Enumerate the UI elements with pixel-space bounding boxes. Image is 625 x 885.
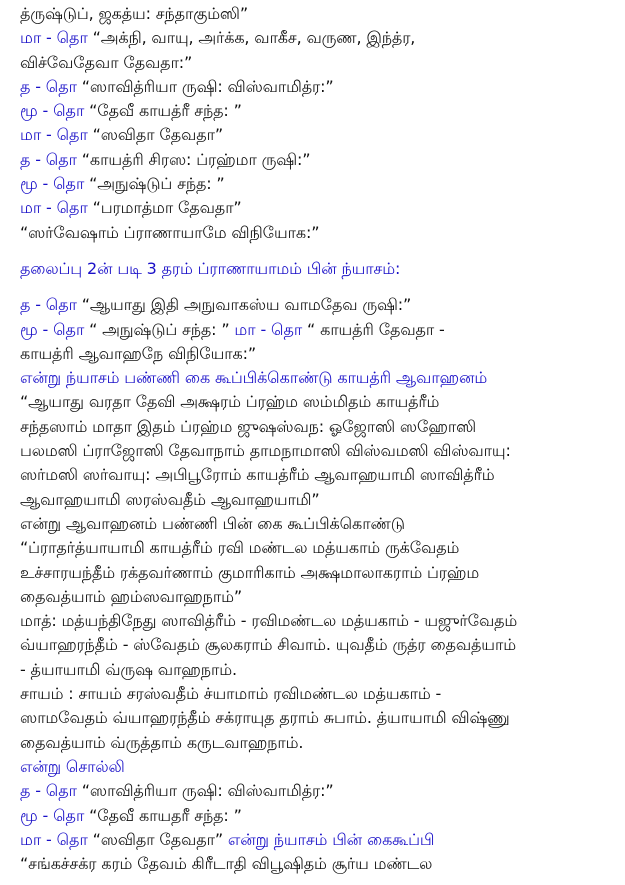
instruction-text: த - தொ	[20, 149, 82, 169]
mantra-text: “அக்நி, வாயு, அர்க்க, வாகீச, வருண, இந்த்ர,	[92, 28, 416, 48]
mantra-text: “ அநுஷ்டுப் சந்த: ”	[89, 319, 235, 339]
mantra-text: “ஆயாது வரதா தேவி அக்ஷரம் ப்ரஹ்ம ஸம்மிதம் காயத்ரீம்	[20, 392, 440, 412]
text-line	[20, 561, 611, 585]
text-line	[20, 852, 611, 876]
text-line	[20, 439, 611, 463]
mantra-text: “ஸவிதா தேவதா”	[92, 125, 223, 145]
text-line	[20, 488, 611, 512]
text-line	[20, 755, 611, 779]
instruction-text: மா - தொ	[20, 198, 93, 218]
paragraph-gap	[20, 245, 611, 257]
mantra-text: த்ருஷ்டுப், ஜகத்ய: சந்தாகும்ஸி”	[20, 4, 248, 23]
text-line	[20, 658, 611, 682]
mantra-text: “காயத்ரி சிரஸ: ப்ரஹ்மா ருஷி:”	[81, 149, 311, 169]
instruction-text: த - தொ	[20, 295, 82, 315]
mantra-text: தைவத்யாம் ஹம்ஸவாஹநாம்”	[20, 586, 242, 606]
paragraph-gap	[20, 281, 611, 293]
mantra-text: சாயம் : சாயம் சரஸ்வதீம் ச்யாமாம் ரவிமண்டல மத்யகாம் -	[20, 684, 442, 704]
mantra-text: பலமஸி ப்ராஜோஸி தேவாநாம் தாமநாமாஸி விஸ்வமஸி விஸ்வாயு:	[20, 441, 511, 461]
text-line	[20, 172, 611, 196]
instruction-text: மூ - தொ	[20, 174, 90, 194]
mantra-text: “தேவீ காயதரீ சந்த: ”	[89, 805, 242, 825]
instruction-text: மா - தொ	[234, 319, 308, 339]
text-line	[20, 26, 611, 50]
text-line	[20, 366, 611, 390]
mantra-text: “ஸாவித்ரியா ருஷி: விஸ்வாமித்ர:”	[81, 76, 334, 96]
mantra-text: ஆவாஹயாமி ஸரஸ்வதீம் ஆவாஹயாமி”	[20, 489, 320, 509]
mantra-text: ஸாமவேதம் வ்யாஹரந்தீம் சக்ராயுத தராம் சுபாம். த்யாயாமி விஷ்ணு	[20, 708, 510, 728]
instruction-text: த - தொ	[20, 781, 82, 801]
mantra-text: “ஸவிதா தேவதா”	[92, 829, 228, 849]
mantra-text: “தேவீ காயத்ரீ சந்த: ”	[89, 101, 242, 121]
text-line	[20, 342, 611, 366]
mantra-text: “ காயத்ரி தேவதா -	[307, 319, 445, 339]
text-line	[20, 609, 611, 633]
text-line	[20, 75, 611, 99]
text-line	[20, 706, 611, 730]
text-line	[20, 682, 611, 706]
text-line	[20, 585, 611, 609]
mantra-text: காயத்ரி ஆவாஹநே விநியோக:”	[20, 343, 256, 363]
mantra-text: “அநுஷ்டுப் சந்த: ”	[89, 174, 225, 194]
text-line	[20, 779, 611, 803]
instruction-text: மா - தொ	[20, 28, 93, 48]
text-line	[20, 536, 611, 560]
instruction-text: மூ - தொ	[20, 101, 90, 121]
mantra-text: “ஆயாது இதி அநுவாகஸ்ய வாமதேவ ருஷி:”	[81, 295, 412, 315]
mantra-text: “சங்கச்சக்ர கரம் தேவம் கிரீடாதி விபூஷிதம் சூர்ய மண்டல	[20, 854, 433, 874]
mantra-text: மாத்: மத்யந்திநேது ஸாவித்ரீம் - ரவிமண்டல மத்யகாம் - யஜுர்வேதம்	[20, 611, 518, 631]
text-line	[20, 99, 611, 123]
mantra-text: ஸர்மஸி ஸர்வாயு: அபிபூரோம் காயத்ரீம் ஆவாஹயாமி ஸாவித்ரீம்	[20, 465, 495, 485]
text-line	[20, 512, 611, 536]
mantra-text: என்று ஆவாஹனம் பண்ணி பின் கை கூப்பிக்கொண்டு	[20, 513, 405, 533]
text-line	[20, 731, 611, 755]
instruction-text: த - தொ	[20, 76, 82, 96]
text-line	[20, 463, 611, 487]
instruction-text: மூ - தொ	[20, 319, 90, 339]
mantra-text: சந்தஸாம் மாதா இதம் ப்ரஹ்ம ஜுஷஸ்வந: ஓஜோஸி ஸஹோஸி	[20, 416, 477, 436]
mantra-text: “ஸாவித்ரியா ருஷி: விஸ்வாமித்ர:”	[81, 781, 334, 801]
instruction-text: மூ - தொ	[20, 805, 90, 825]
text-line	[20, 293, 611, 317]
mantra-text: உச்சாரயந்தீம் ரக்தவர்ணாம் குமாரிகாம் அக்ஷமாலாகராம் ப்ரஹ்ம	[20, 562, 480, 582]
mantra-text: தைவத்யாம் வ்ருத்தாம் கருடவாஹநாம்.	[20, 732, 304, 752]
instruction-text: மா - தொ	[20, 829, 93, 849]
mantra-text: - த்யாயாமி வ்ருஷ வாஹநாம்.	[20, 659, 237, 679]
text-line	[20, 196, 611, 220]
instruction-text: என்று சொல்லி	[20, 756, 125, 776]
text-line	[20, 51, 611, 75]
mantra-text: “பரமாத்மா தேவதா”	[92, 198, 242, 218]
instruction-text: மா - தொ	[20, 125, 93, 145]
instruction-text: என்று ந்யாசம் பண்ணி கை கூப்பிக்கொண்டு காயத்ரி ஆவாஹனம்	[20, 368, 488, 388]
text-line	[20, 221, 611, 245]
text-line	[20, 390, 611, 414]
mantra-text: “ஸர்வேஷாம் ப்ராணாயாமே விநியோக:”	[20, 222, 320, 242]
text-line	[20, 804, 611, 828]
text-line	[20, 257, 611, 281]
text-line	[20, 633, 611, 657]
text-line	[20, 415, 611, 439]
instruction-text: என்று ந்யாசம் பின் கைகூப்பி	[227, 829, 435, 849]
instruction-text: தலைப்பு 2ன் படி 3 தரம் ப்ராணாயாமம் பின் ந்யாசம்:	[20, 258, 401, 278]
text-line	[20, 318, 611, 342]
text-line	[20, 148, 611, 172]
mantra-text: “ப்ராதர்த்யாயாமி காயத்ரீம் ரவி மண்டல மத்யகாம் ருக்வேதம்	[20, 538, 460, 558]
mantra-text: விச்வேதேவா தேவதா:”	[20, 52, 193, 72]
mantra-text: வ்யாஹரந்தீம் - ஸ்வேதம் சூலகராம் சிவாம். யுவதீம் ருத்ர தைவத்யாம்	[20, 635, 516, 655]
text-line	[20, 828, 611, 852]
text-line	[20, 123, 611, 147]
text-line	[20, 2, 611, 26]
